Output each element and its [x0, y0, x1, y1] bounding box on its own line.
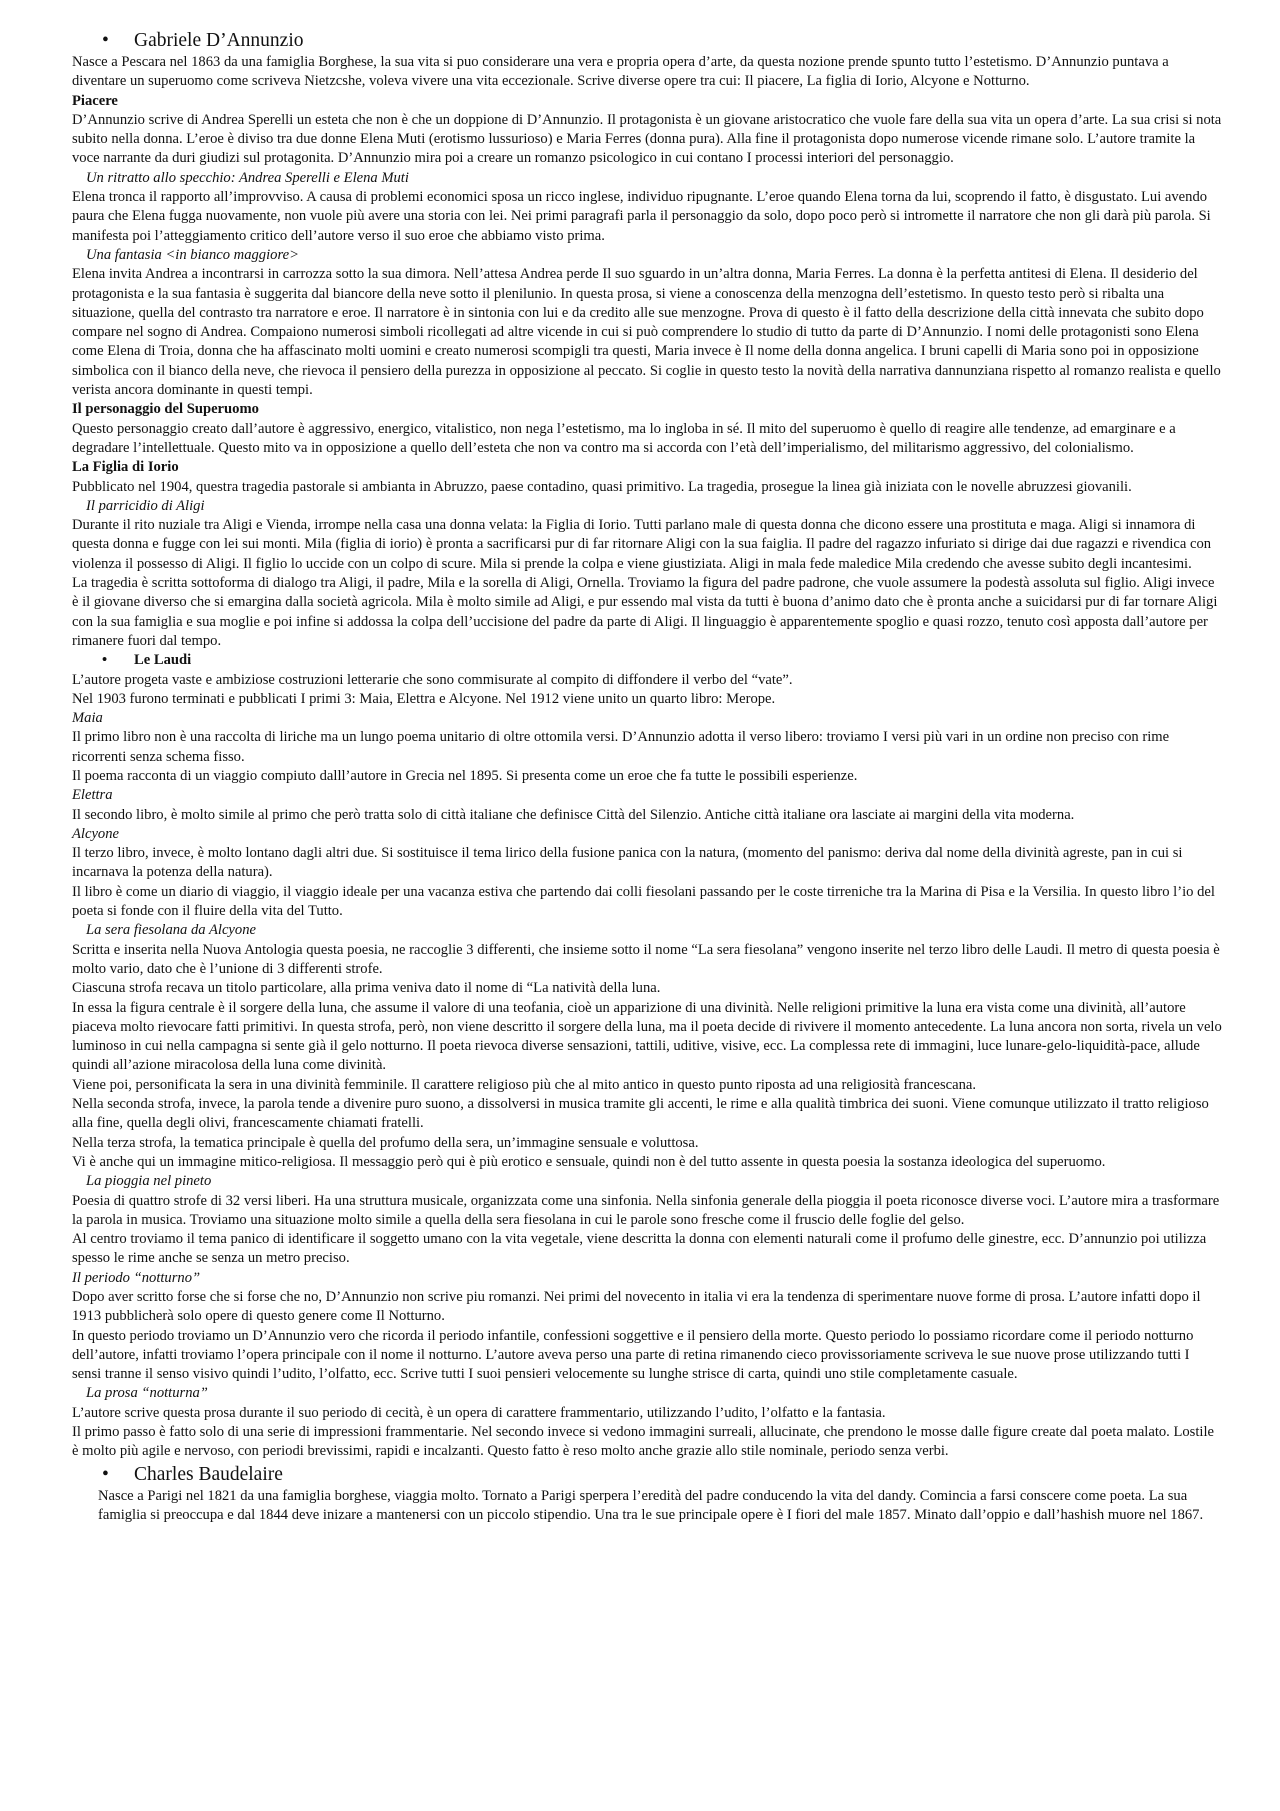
paragraph: Elena tronca il rapporto all’improvviso. A causa di problemi economici sposa un ricco inglese, individuo ripugnante. L’eroe quando Elena torna da lui, scoprendo il fatto, è disgustato. Lui avendo paura che Elena fugga nuovamente, non vuole più avere una storia con lei. Nei primi paragrafi parla il personaggio da solo, dopo poco però si intromette il narratore che non gli darà più parola. Si manifesta poi l’atteggiamento critico dell’autore verso il suo eroe che abbiamo visto prima.: [72, 189, 1211, 244]
paragraph: L’autore scrive questa prosa durante il suo periodo di cecità, è un opera di carattere frammentario, utilizzando l’udito, l’olfatto e la fantasia.: [72, 1404, 886, 1421]
italic-subheading: La sera fiesolana da Alcyone: [86, 922, 256, 939]
bullet-icon: •: [102, 30, 109, 51]
italic-subheading: La prosa “notturna”: [86, 1385, 208, 1402]
italic-subheading: Un ritratto allo specchio: Andrea Sperelli e Elena Muti: [86, 169, 409, 186]
paragraph: Il secondo libro, è molto simile al primo che però tratta solo di città italiane che definisce Città del Silenzio. Antiche città italiane ora lasciate ai margini della vita moderna.: [72, 806, 1075, 823]
paragraph: Il poema racconta di un viaggio compiuto dalll’autore in Grecia nel 1895. Si presenta come un eroe che fa tutte le possibili esperienze.: [72, 767, 858, 784]
paragraph: Vi è anche qui un immagine mitico-religiosa. Il messaggio però qui è più erotico e sensuale, quindi non è del tutto assente in questa poesia la sostanza ideologica del superuomo.: [72, 1153, 1106, 1170]
paragraph: In essa la figura centrale è il sorgere della luna, che assume il valore di una teofania, cioè un apparizione di una divinità. Nelle religioni primitive la luna era vista come una divinità, all’autore piaceva molto rievocare fatti primitivi. In questa strofa, però, non viene descritto il sorgere della luna, ma il poeta decide di rivivere il momento antecedente. La luna ancora non sorta, rivela un velo luminoso in cui nella campagna si sente già il gelo notturno. Il poeta rievoca diverse sensazioni, tattili, uditive, visive, ecc. La complessa rete di immagini, luce lunare-gelo-liquidità-pace, allude quindi all’azione miracolosa della luna come divinità.: [72, 999, 1222, 1074]
italic-subheading: Il parricidio di Aligi: [86, 497, 205, 514]
paragraph: Ciascuna strofa recava un titolo particolare, alla prima veniva dato il nome di “La natività della luna.: [72, 980, 661, 997]
paragraph: Nella seconda strofa, invece, la parola tende a divenire puro suono, a dissolversi in musica tramite gli accenti, le rime e alla qualità timbrica dei suoni. Viene comunque utilizzato il tratto religioso alla fine, quella degli olivi, francescamente chiamati fratelli.: [72, 1096, 1209, 1132]
bullet-icon: •: [102, 1463, 109, 1485]
paragraph: Nasce a Parigi nel 1821 da una famiglia borghese, viaggia molto. Tornato a Parigi sperpera l’eredità del padre conducendo la vita del dandy. Comincia a farsi conscere come poeta. La sua famiglia si preoccupa e dal 1844 deve inizare a mantenersi con un piccolo stipendio. Una tra le sue principale opere è I fiori del male 1857. Minato dall’oppio e dall’hashish muore nel 1867.: [98, 1487, 1204, 1523]
paragraph: In questo periodo troviamo un D’Annunzio vero che ricorda il periodo infantile, confessioni soggettive e il pensiero della morte. Questo periodo lo possiamo ricordare come il periodo notturno dell’autore, infatti troviamo l’opera principale con il nome il notturno. L’autore aveva perso una parte di retina rimanendo cieco provissoriamente scriveva le sue nuove prose utilizzando tutti I sensi tranne il senso visivo quindi l’udito, l’olfatto, ecc. Scrive tutti I suoi pensieri velocemente su lunghe strisce di carta, quindi uno stile completamente casuale.: [72, 1327, 1194, 1383]
paragraph: Al centro troviamo il tema panico di identificare il soggetto umano con la vita vegetale, viene descritta la donna con elementi naturali come il profumo delle ginestre, ecc. D’annunzio poi utilizza spesso le rime anche se senza un metro preciso.: [72, 1231, 1207, 1267]
heading-text: Charles Baudelaire: [134, 1463, 283, 1485]
subheading: Il personaggio del Superuomo: [72, 401, 259, 418]
paragraph: D’Annunzio scrive di Andrea Sperelli un esteta che non è che un doppione di D’Annunzio. Il protagonista è un giovane aristocratico che vuole fare della sua vita un opera d’arte. La sua crisi si nota subito nella donna. L’eroe è diviso tra due donne Elena Muti (erotismo lussurioso) e Maria Ferres (donna pura). Alla fine il protagonista dopo numerose vicende rimane solo. L’autore tramite la voce narrante da duri giudizi sul protagonita. D’Annunzio mira poi a creare un romanzo psicologico in cui contano I processi interiori del personaggio.: [72, 111, 1222, 167]
paragraph: Il primo passo è fatto solo di una serie di impressioni frammentarie. Nel secondo invece si vedono immagini surreali, allucinate, che prendono le mosse dalle figure create dal poeta malato. Lostile è molto più agile e nervoso, con periodi brevissimi, rapidi e incalzanti. Questo fatto è reso molto anche grazie allo stile nominale, periodo senza verbi.: [72, 1424, 1215, 1460]
paragraph: Questo personaggio creato dall’autore è aggressivo, energico, vitalistico, non nega l’estetismo, ma lo ingloba in sé. Il mito del superuomo è quello di reagire alle tendenze, ad emarginare e a degradare l’intellettuale. Questo mito va in opposizione a quello dell’esteta che non va contro ma si accorda con l’età dell’imperialismo, del militarismo aggressivo, del colonialismo.: [72, 420, 1176, 456]
paragraph: Durante il rito nuziale tra Aligi e Vienda, irrompe nella casa una donna velata: la Figlia di Iorio. Tutti parlano male di questa donna che dicono essere una prostituta e maga. Aligi si innamora di questa donna e fugge con lei sui monti. Mila (figlia di iorio) è pronta a sacrificarsi pur di far ritornare Aligi con la sua faiglia. Il padre del ragazzo infuriato si dirige dai due ragazzi e rivendica con violenza il possesso di Aligi. Il figlio lo uccide con un colpo di scure. Mila si prende la colpa e viene giustiziata. Aligi in mala fede maledice Mila credendo che avesse subito degli incantesimi.: [72, 517, 1212, 572]
paragraph: La tragedia è scritta sottoforma di dialogo tra Aligi, il padre, Mila e la sorella di Aligi, Ornella. Troviamo la figura del padre padrone, che vuole assumere la podestà assoluta sul figlio. Aligi invece è il giovane diverso che si emargina dalla società agricola. Mila è molto simile ad Aligi, e pur essendo mal vista da tutti è buona d’animo dato che è pronta anche a suicidarsi pur di far tornare Aligi con la sua famiglia e sua moglie e poi infine si addossa la colpa dell’uccisione del padre da parte di Aligi. Il linguaggio è apparentemente spoglio e quasi rozzo, tenuto così apposta dall’autore per rimanere fuori dal tempo.: [72, 575, 1218, 649]
italic-subheading: Una fantasia <in bianco maggiore>: [86, 246, 299, 263]
paragraph: Scritta e inserita nella Nuova Antologia questa poesia, ne raccoglie 3 differenti, che insieme sotto il nome “La sera fiesolana” vengono inserite nel terzo libro delle Laudi. Il metro di questa poesia è molto vario, dato che è l’unione di 3 differenti strofe.: [72, 941, 1220, 977]
paragraph: Nel 1903 furono terminati e pubblicati I primi 3: Maia, Elettra e Alcyone. Nel 1912 viene unito un quarto libro: Merope.: [72, 690, 776, 707]
heading-text: Gabriele D’Annunzio: [134, 30, 304, 51]
paragraph: Dopo aver scritto forse che si forse che no, D’Annunzio non scrive piu romanzi. Nei primi del novecento in italia vi era la tendenza di sperimentare nuove forme di prosa. L’autore infatti dopo il 1913 pubblicherà solo opere di questo genere come Il Notturno.: [72, 1289, 1201, 1325]
paragraph: L’autore progeta vaste e ambiziose costruzioni letterarie che sono commisurate al compito di diffondere il verbo del “vate”.: [72, 671, 793, 688]
bullet-icon: •: [102, 652, 108, 669]
document-page: [72, 28, 1222, 1525]
italic-subheading: Il periodo “notturno”: [72, 1269, 201, 1286]
subheading: La Figlia di Iorio: [72, 459, 179, 476]
section-heading: [72, 651, 1222, 670]
section-heading: [72, 1462, 1222, 1487]
paragraph: Poesia di quattro strofe di 32 versi liberi. Ha una struttura musicale, organizzata come una sinfonia. Nella sinfonia generale della pioggia il poeta riconosce diverse voci. L’autore mira a trasformare la parola in musica. Troviamo una situazione molto simile a quella della sera fiesolana in cui le parole sono fresche come il fruscio delle foglie del gelso.: [72, 1192, 1220, 1228]
heading-text: Le Laudi: [134, 652, 192, 669]
italic-subheading: La pioggia nel pineto: [86, 1173, 212, 1190]
section-heading: [72, 28, 1222, 53]
paragraph: Il libro è come un diario di viaggio, il viaggio ideale per una vacanza estiva che partendo dai colli fiesolani passando per le coste tirreniche tra la Marina di Pisa e la Versilia. In questo libro l’io del poeta si fonde con il fluire della vita del Tutto.: [72, 883, 1215, 920]
paragraph: Nasce a Pescara nel 1863 da una famiglia Borghese, la sua vita si puo considerare una vera e propria opera d’arte, da questa nozione prende spunto tutto l’estetismo. D’Annunzio puntava a diventare un superuomo come scriveva Nietzcshe, voleva vivere una vita eccezionale. Scrive diverse opere tra cui: Il piacere, La figlia di Iorio, Alcyone e Notturno.: [72, 54, 1169, 90]
paragraph: Il primo libro non è una raccolta di liriche ma un lungo poema unitario di oltre ottomila versi. D’Annunzio adotta il verso libero: troviamo I versi più vari in un ordine non preciso con rime ricorrenti senza schema fisso.: [72, 729, 1170, 765]
paragraph: Viene poi, personificata la sera in una divinità femminile. Il carattere religioso più che al mito antico in questo punto riposta ad una religiosità francescana.: [72, 1076, 977, 1093]
subheading: Piacere: [72, 92, 118, 109]
paragraph: Pubblicato nel 1904, questra tragedia pastorale si ambianta in Abruzzo, paese contadino, quasi primitivo. La tragedia, prosegue la linea già iniziata con le novelle abruzzesi giovanili.: [72, 478, 1132, 495]
paragraph: Il terzo libro, invece, è molto lontano dagli altri due. Si sostituisce il tema lirico della fusione panica con la natura, (momento del panismo: deriva dal nome della divinità agreste, pan in cui si incarnava la potenza della natura).: [72, 845, 1183, 881]
italic-subheading: Maia: [72, 710, 103, 727]
italic-subheading: Elettra: [72, 787, 113, 804]
italic-subheading: Alcyone: [72, 825, 119, 842]
paragraph: Elena invita Andrea a incontrarsi in carrozza sotto la sua dimora. Nell’attesa Andrea perde Il suo sguardo in un’altra donna, Maria Ferres. La donna è la perfetta antitesi di Elena. Il desiderio del protagonista e la sua fantasia è suggerita dal biancore della neve sotto il plenilunio. In questa prosa, si viene a conoscenza della menzogna dell’estetismo. In questo testo però si ribalta una situazione, quella del contrasto tra narratore e eroe. Il narratore è in sintonia con lui e da credito alle sue menzogne. Prova di questo è il fatto della descrizione della città innevata che subito dopo compare nel sogno di Andrea. Compaiono numerosi simboli ricollegati ad altre vicende in cui si può comprendere lo studio di tutto da parte di D’Annunzio. I nomi delle protagonisti sono Elena come Elena di Troia, donna che ha affascinato molti uomini e creato numerosi scompigli tra questi, Maria invece è Il nome della donna angelica. I bruni capelli di Maria sono poi in opposizione simbolica con il bianco della neve, che rievoca il pensiero della purezza in opposizione al peccato. Si coglie in questo testo la novità della narrativa dannunziana rispetto al romanzo realista e quello verista ancora dominante in questi tempi.: [72, 266, 1221, 399]
paragraph: Nella terza strofa, la tematica principale è quella del profumo della sera, un’immagine sensuale e voluttosa.: [72, 1134, 699, 1151]
